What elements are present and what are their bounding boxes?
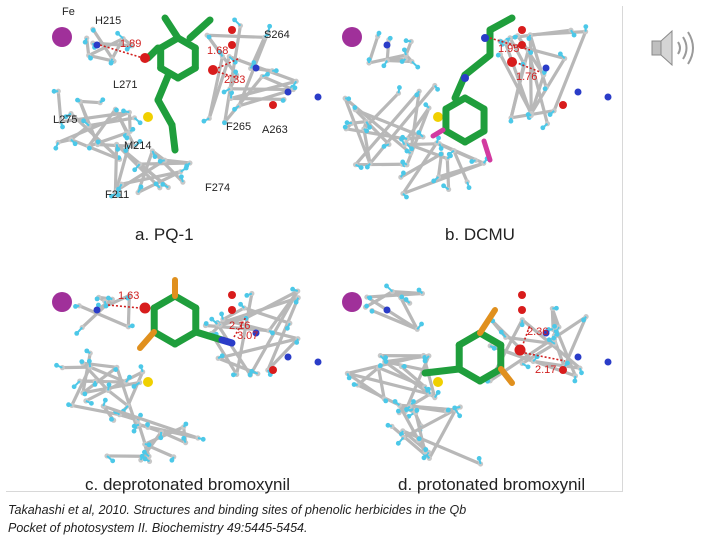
hydrogen-atom <box>183 422 188 427</box>
hydrogen-atom <box>513 35 518 40</box>
residue-label: F211 <box>105 189 130 201</box>
hydrogen-atom <box>115 147 120 152</box>
hydrogen-atom <box>274 68 279 73</box>
hydrogen-atom <box>88 56 93 61</box>
distance-label: 1.89 <box>120 38 142 50</box>
hydrogen-atom <box>540 125 545 130</box>
hydrogen-atom <box>526 36 531 41</box>
hydrogen-bond <box>108 305 140 308</box>
hydrogen-atom <box>370 309 375 314</box>
hydrogen-atom <box>154 182 159 187</box>
hydrogen-atom <box>397 85 402 90</box>
hydrogen-atom <box>431 178 436 183</box>
hydrogen-atom <box>95 296 100 301</box>
residue-label: A263 <box>262 124 288 136</box>
nitrogen-atom <box>285 89 292 96</box>
hydrogen-atom <box>219 312 224 317</box>
hydrogen-atom <box>345 120 350 125</box>
ligand-bond <box>175 332 196 344</box>
hydrogen-atom <box>107 382 112 387</box>
hydrogen-atom <box>294 300 299 305</box>
nitrogen-atom <box>384 307 391 314</box>
hydrogen-atom <box>231 372 236 377</box>
hydrogen-atom <box>160 182 165 187</box>
oxygen-atom <box>140 303 151 314</box>
hydrogen-atom <box>53 146 58 151</box>
hydrogen-atom <box>377 31 382 36</box>
hydrogen-atom <box>579 370 584 375</box>
hydrogen-atom <box>238 302 243 307</box>
distance-label: 1.63 <box>118 290 140 302</box>
hydrogen-atom <box>249 369 254 374</box>
hydrogen-atom <box>89 401 94 406</box>
hydrogen-atom <box>381 63 386 68</box>
hydrogen-atom <box>405 149 410 154</box>
residue-bond <box>80 381 126 382</box>
nitrogen-atom <box>605 359 612 366</box>
hydrogen-atom <box>132 384 137 389</box>
residue-bond <box>115 144 116 194</box>
hydrogen-atom <box>400 160 405 165</box>
hydrogen-atom <box>142 450 147 455</box>
hydrogen-atom <box>201 437 206 442</box>
hydrogen-atom <box>132 429 137 434</box>
figure-caption <box>8 501 608 537</box>
hydrogen-atom <box>572 379 577 384</box>
residue-label: L275 <box>53 114 78 126</box>
residue-label: F265 <box>226 121 252 133</box>
hydrogen-atom <box>130 323 135 328</box>
nitrogen-atom <box>94 307 101 314</box>
ligand-bond <box>465 55 490 75</box>
hydrogen-atom <box>499 330 504 335</box>
hydrogen-atom <box>290 287 295 292</box>
hydrogen-atom <box>404 407 409 412</box>
panel-caption-d: d. protonated bromoxynil <box>398 475 586 494</box>
hydrogen-atom <box>439 152 444 157</box>
hydrogen-atom <box>435 87 440 92</box>
hydrogen-atom <box>457 413 462 418</box>
hydrogen-atom <box>417 288 422 293</box>
hydrogen-atom <box>441 183 446 188</box>
hydrogen-atom <box>220 353 225 358</box>
hydrogen-atom <box>132 167 137 172</box>
sulfur-atom <box>433 112 443 122</box>
bromine-bond <box>140 332 154 348</box>
ligand-bond <box>459 369 480 381</box>
hydrogen-atom <box>66 402 71 407</box>
hydrogen-atom <box>402 47 407 52</box>
hydrogen-atom <box>383 398 388 403</box>
distance-label: 1.95 <box>498 43 520 55</box>
hydrogen-atom <box>265 72 270 77</box>
hydrogen-atom <box>402 364 407 369</box>
hydrogen-atom <box>384 359 389 364</box>
hydrogen-atom <box>143 457 148 462</box>
panel-caption-a: a. PQ-1 <box>135 225 194 244</box>
hydrogen-atom <box>131 127 136 132</box>
nitrogen-atom <box>605 94 612 101</box>
residue-bond <box>230 89 293 90</box>
iron-atom <box>342 27 362 47</box>
distance-label: 1.68 <box>207 45 229 57</box>
hydrogen-atom <box>558 52 563 57</box>
hydrogen-atom <box>426 387 431 392</box>
hydrogen-atom <box>346 96 351 101</box>
hydrogen-atom <box>147 442 152 447</box>
hydrogen-atom <box>184 166 189 171</box>
nitrogen-atom <box>315 94 322 101</box>
chlorine-bond <box>484 141 490 160</box>
residue-label: Fe <box>62 6 75 18</box>
hydrogen-atom <box>343 125 348 130</box>
hydrogen-atom <box>404 297 409 302</box>
residue-label: S264 <box>264 29 290 41</box>
caption-line-2: Pocket of photosystem II. Biochemistry 49:5445-5454. <box>8 521 308 535</box>
hydrogen-atom <box>492 346 497 351</box>
ligand-bond <box>425 369 459 373</box>
panel-d <box>342 284 612 467</box>
distance-label: 3.07 <box>237 330 259 342</box>
hydrogen-atom <box>526 112 531 117</box>
oxygen-atom <box>228 306 236 314</box>
panel-caption-b: b. DCMU <box>445 225 515 244</box>
ligand-bond <box>490 18 512 30</box>
oxygen-atom <box>559 101 567 109</box>
hydrogen-atom <box>293 85 298 90</box>
residue-label: L271 <box>113 79 138 91</box>
ligand-bond <box>158 76 168 100</box>
hydrogen-atom <box>422 455 427 460</box>
iron-atom <box>52 27 72 47</box>
hydrogen-atom <box>54 363 59 368</box>
hydrogen-atom <box>104 304 109 309</box>
hydrogen-atom <box>367 296 372 301</box>
hydrogen-atom <box>352 105 357 110</box>
iron-atom <box>342 292 362 312</box>
speaker-icon[interactable] <box>648 26 698 70</box>
oxygen-atom <box>269 101 277 109</box>
hydrogen-atom <box>526 364 531 369</box>
ligand-bond <box>459 333 480 345</box>
ligand-bond <box>172 125 175 150</box>
nitrogen-atom <box>543 65 550 72</box>
hydrogen-atom <box>169 458 174 463</box>
hydrogen-atom <box>81 118 86 123</box>
hydrogen-atom <box>204 321 209 326</box>
hydrogen-atom <box>469 159 474 164</box>
nitrogen-atom <box>315 359 322 366</box>
hydrogen-atom <box>528 50 533 55</box>
hydrogen-atom <box>244 293 249 298</box>
oxygen-atom <box>208 65 218 75</box>
hydrogen-atom <box>367 125 372 130</box>
hydrogen-atom <box>378 363 383 368</box>
hydrogen-atom <box>79 359 84 364</box>
hydrogen-atom <box>93 382 98 387</box>
hydrogen-atom <box>384 284 389 289</box>
hydrogen-atom <box>83 40 88 45</box>
oxygen-atom <box>228 41 236 49</box>
hydrogen-atom <box>423 359 428 364</box>
hydrogen-atom <box>477 456 482 461</box>
hydrogen-atom <box>404 38 409 43</box>
hydrogen-atom <box>82 392 87 397</box>
hydrogen-atom <box>127 375 132 380</box>
nitrogen-bond <box>222 340 232 343</box>
hydrogen-atom <box>222 90 227 95</box>
hydrogen-atom <box>364 304 369 309</box>
hydrogen-atom <box>87 359 92 364</box>
hydrogen-atom <box>352 382 357 387</box>
nitrogen-atom <box>461 74 469 82</box>
hydrogen-atom <box>158 159 163 164</box>
chlorine-bond <box>433 130 443 136</box>
oxygen-atom <box>559 366 567 374</box>
hydrogen-atom <box>285 326 290 331</box>
hydrogen-atom <box>73 304 78 309</box>
hydrogen-atom <box>158 435 163 440</box>
hydrogen-atom <box>179 174 184 179</box>
hydrogen-atom <box>232 107 237 112</box>
hydrogen-atom <box>555 332 560 337</box>
sulfur-atom <box>143 377 153 387</box>
hydrogen-atom <box>554 306 559 311</box>
hydrogen-atom <box>436 390 441 395</box>
hydrogen-atom <box>365 165 370 170</box>
iron-atom <box>52 292 72 312</box>
sulfur-atom <box>143 112 153 122</box>
ligand-bond <box>154 296 175 308</box>
hydrogen-atom <box>267 24 272 29</box>
nitrogen-atom <box>575 89 582 96</box>
hydrogen-atom <box>419 322 424 327</box>
hydrogen-atom <box>400 59 405 64</box>
residue-bond <box>80 101 100 102</box>
oxygen-atom <box>518 306 526 314</box>
hydrogen-atom <box>581 318 586 323</box>
hydrogen-atom <box>423 447 428 452</box>
hydrogen-atom <box>74 331 79 336</box>
hydrogen-atom <box>547 337 552 342</box>
oxygen-atom <box>518 291 526 299</box>
ligand-bond <box>175 296 196 308</box>
hydrogen-atom <box>96 139 101 144</box>
hydrogen-atom <box>382 144 387 149</box>
panel-b <box>342 18 612 199</box>
hydrogen-atom <box>446 408 451 413</box>
residue-label: F274 <box>205 182 231 194</box>
hydrogen-atom <box>294 340 299 345</box>
hydrogen-atom <box>414 408 419 413</box>
panel-c <box>52 280 322 464</box>
hydrogen-atom <box>386 423 391 428</box>
hydrogen-atom <box>132 424 137 429</box>
hydrogen-atom <box>251 60 256 65</box>
hydrogen-atom <box>207 35 212 40</box>
residue-bond <box>438 154 441 177</box>
hydrogen-atom <box>121 108 126 113</box>
hydrogen-atom <box>399 295 404 300</box>
hydrogen-atom <box>548 112 553 117</box>
hydrogen-atom <box>359 165 364 170</box>
hydrogen-atom <box>72 384 77 389</box>
hydrogen-atom <box>91 28 96 33</box>
residue-label: H215 <box>95 15 122 27</box>
distance-label: 2.17 <box>535 364 557 376</box>
hydrogen-atom <box>409 146 414 151</box>
ligand-bond <box>165 18 178 38</box>
hydrogen-atom <box>145 422 150 427</box>
distance-label: 2.33 <box>224 74 246 86</box>
residue-label: M214 <box>124 140 152 152</box>
hydrogen-atom <box>100 97 105 102</box>
hydrogen-atom <box>114 108 119 113</box>
hydrogen-atom <box>139 184 144 189</box>
hydrogen-atom <box>551 336 556 341</box>
sulfur-atom <box>433 377 443 387</box>
hydrogen-atom <box>52 89 57 94</box>
hydrogen-atom <box>415 65 420 70</box>
distance-label: 1.76 <box>516 71 538 83</box>
hydrogen-atom <box>543 86 548 91</box>
hydrogen-atom <box>423 102 428 107</box>
hydrogen-atom <box>73 141 78 146</box>
residue-bond <box>530 32 585 35</box>
hydrogen-atom <box>399 137 404 142</box>
hydrogen-atom <box>520 322 525 327</box>
hydrogen-atom <box>401 171 406 176</box>
residue-bond <box>207 35 264 37</box>
oxygen-atom <box>140 53 150 63</box>
hydrogen-atom <box>115 31 120 36</box>
distance-label: 2.16 <box>229 320 251 332</box>
nitrogen-atom <box>94 42 101 49</box>
nitrogen-atom <box>285 354 292 361</box>
hydrogen-atom <box>181 436 186 441</box>
residue-bond <box>129 112 130 131</box>
hydrogen-atom <box>416 130 421 135</box>
hydrogen-atom <box>447 152 452 157</box>
hydrogen-atom <box>202 119 207 124</box>
hydrogen-atom <box>565 361 570 366</box>
hydrogen-atom <box>367 57 372 62</box>
panel-a <box>52 6 322 201</box>
hydrogen-atom <box>452 405 457 410</box>
hydrogen-atom <box>347 375 352 380</box>
hydrogen-atom <box>110 458 115 463</box>
hydrogen-atom <box>153 154 158 159</box>
caption-line-1: Takahashi et al, 2010. Structures and binding sites of phenolic herbicides in the Qb <box>8 503 467 517</box>
hydrogen-atom <box>417 436 422 441</box>
hydrogen-atom <box>414 93 419 98</box>
hydrogen-atom <box>439 146 444 151</box>
hydrogen-atom <box>109 61 114 66</box>
nitrogen-atom <box>384 42 391 49</box>
hydrogen-atom <box>232 17 237 22</box>
hydrogen-atom <box>87 146 92 151</box>
hydrogen-atom <box>509 119 514 124</box>
hydrogen-atom <box>103 398 108 403</box>
hydrogen-atom <box>139 364 144 369</box>
hydrogen-atom <box>404 195 409 200</box>
oxygen-atom <box>269 366 277 374</box>
hydrogen-atom <box>113 367 118 372</box>
hydrogen-atom <box>75 98 80 103</box>
hydrogen-atom <box>270 331 275 336</box>
ligand-bond <box>154 332 175 344</box>
hydrogen-atom <box>583 24 588 29</box>
oxygen-atom <box>228 291 236 299</box>
ligand-bond <box>158 100 172 125</box>
oxygen-atom <box>228 26 236 34</box>
hydrogen-atom <box>209 317 214 322</box>
hydrogen-atom <box>393 399 398 404</box>
hydrogen-atom <box>552 324 557 329</box>
hydrogen-atom <box>281 98 286 103</box>
hydrogen-atom <box>138 120 143 125</box>
nitrogen-atom <box>253 65 260 72</box>
panel-caption-c: c. deprotonated bromoxynil <box>85 475 291 494</box>
hydrogen-atom <box>84 348 89 353</box>
hydrogen-atom <box>396 441 401 446</box>
hydrogen-atom <box>572 33 577 38</box>
hydrogen-atom <box>109 417 114 422</box>
nitrogen-atom <box>481 34 489 42</box>
hydrogen-atom <box>467 185 472 190</box>
residue-bond <box>367 293 422 297</box>
oxygen-atom <box>515 345 526 356</box>
ligand-bond <box>480 333 501 345</box>
oxygen-atom <box>518 26 526 34</box>
distance-label: 2.36 <box>527 326 549 338</box>
hydrogen-atom <box>411 399 416 404</box>
nitrogen-atom <box>575 354 582 361</box>
hydrogen-atom <box>388 36 393 41</box>
